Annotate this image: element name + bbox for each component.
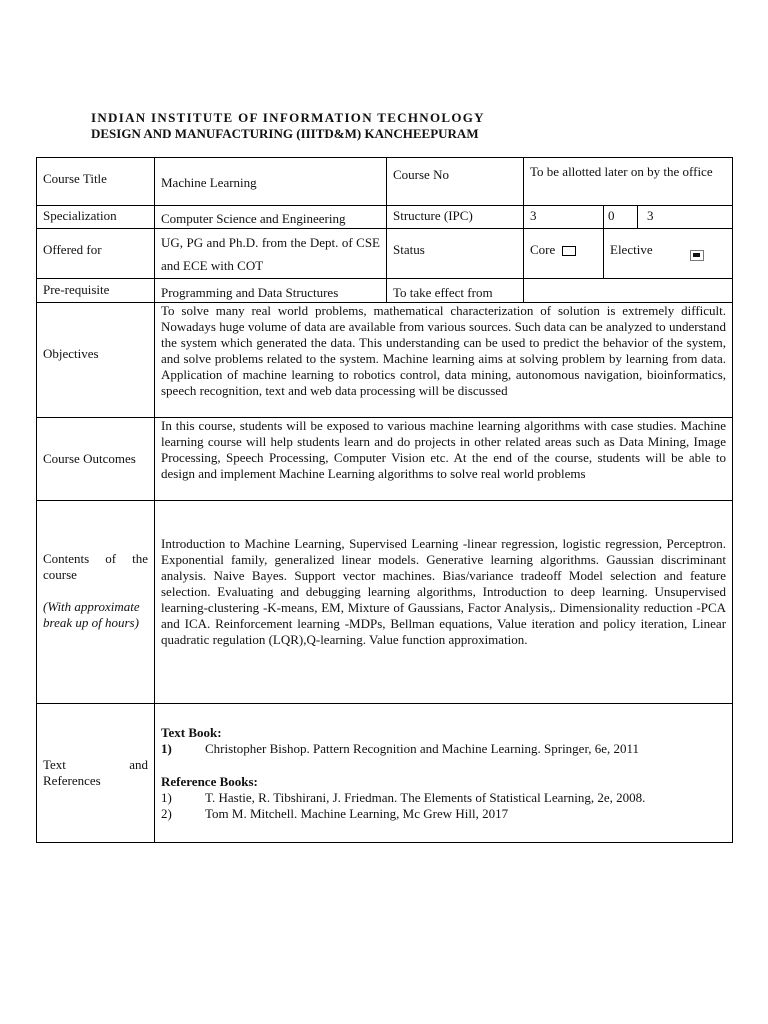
row-contents [37, 501, 733, 704]
row-offered-for [37, 229, 733, 279]
row-course-title [37, 158, 733, 206]
structure-i: 3 [524, 206, 604, 229]
reference-item-2 [161, 806, 726, 822]
refbooks-heading: Reference Books: [161, 774, 258, 789]
contents-note: (With approximate break up of hours) [43, 599, 140, 630]
elective-checkbox[interactable] [690, 250, 704, 261]
outcomes-value: In this course, students will be exposed to various machine learning algorithms with case studies. Machine learning course will help students learn and do projects in other related areas such as Data Mining, Image Processing, Speech Processing, Computer Vision etc. At the end of the course, students will be able to design and implement Machine Learning algorithms to solve real world problems [155, 418, 733, 501]
reference-item-2-num: 2) [161, 806, 172, 821]
course-no-label: Course No [387, 158, 524, 206]
contents-label-cell [37, 501, 155, 704]
course-title-label: Course Title [37, 158, 155, 206]
course-title-value: Machine Learning [155, 158, 387, 206]
offered-value: UG, PG and Ph.D. from the Dept. of CSE and ECE with COT [155, 229, 387, 279]
refs-cell [155, 704, 733, 843]
status-label: Status [387, 229, 524, 279]
reference-item-1-text: T. Hastie, R. Tibshirani, J. Friedman. The Elements of Statistical Learning, 2e, 2008. [205, 790, 646, 805]
structure-p: 0 [604, 206, 638, 229]
status-core [524, 229, 604, 279]
prereq-label: Pre-requisite [37, 279, 155, 303]
reference-item-1 [161, 790, 726, 806]
specialization-value: Computer Science and Engineering [155, 206, 387, 229]
specialization-label: Specialization [37, 206, 155, 229]
row-prerequisite [37, 279, 733, 303]
status-elective [604, 229, 733, 279]
row-specialization [37, 206, 733, 229]
objectives-value: To solve many real world problems, mathematical characterization of solution is extremely difficult. Nowadays huge volume of data are available from various sources. Such data can be analyzed to understand the system which generated the data. This understanding can be used to predict the behavior of the system, and solve problems related to the system. Machine learning aims at solving problem by learning from data. Application of machine learning to robotics control, data mining, autonomous navigation, bioinformatics, speech recognition, text and web data processing will be discussed [155, 303, 733, 418]
course-syllabus-table [36, 157, 733, 843]
structure-c: 3 [638, 206, 733, 229]
textbook-item-1 [161, 741, 726, 757]
outcomes-label: Course Outcomes [37, 418, 155, 501]
institute-name-line1: INDIAN INSTITUTE OF INFORMATION TECHNOLOGY [91, 110, 485, 125]
prereq-value: Programming and Data Structures [155, 279, 387, 303]
refs-label: Text and References [37, 704, 155, 843]
status-core-label: Core [530, 242, 556, 257]
contents-label: Contents of the course [43, 551, 148, 582]
structure-label: Structure (IPC) [387, 206, 524, 229]
reference-item-2-text: Tom M. Mitchell. Machine Learning, Mc Grew Hill, 2017 [205, 806, 509, 821]
effect-label: To take effect from [387, 279, 524, 303]
row-text-references [37, 704, 733, 843]
course-no-value: To be allotted later on by the office [524, 158, 733, 206]
textbook-item-1-num: 1) [161, 741, 172, 756]
textbook-item-1-text: Christopher Bishop. Pattern Recognition and Machine Learning. Springer, 6e, 2011 [205, 741, 640, 756]
offered-label: Offered for [37, 229, 155, 279]
row-objectives [37, 303, 733, 418]
institute-name-line2: DESIGN AND MANUFACTURING (IIITD&M) KANCHEEPURAM [91, 126, 479, 141]
effect-value [524, 279, 733, 303]
status-elective-label: Elective [610, 242, 653, 257]
core-checkbox[interactable] [562, 246, 576, 256]
textbook-heading: Text Book: [161, 725, 222, 740]
contents-value: Introduction to Machine Learning, Supervised Learning -linear regression, logistic regression, Perceptron. Exponential family, generalized linear models. Generative learning algorithms. Gaussian discriminant analysis. Naive Bayes. Support vector machines. Bias/variance tradeoff Model selection and feature selection. Evaluating and debugging learning algorithms, Introduction to deep learning. Unsupervised learning-clustering -K-means, EM, Mixture of Gaussians, Factor Analysis,. Dimensionality reduction -PCA and ICA. Reinforcement learning -MDPs, Bellman equations, Value iteration and policy iteration, Linear quadratic regulation (LQR),Q-learning. Value function approximation. [155, 501, 733, 704]
row-course-outcomes [37, 418, 733, 501]
objectives-label: Objectives [37, 303, 155, 418]
reference-item-1-num: 1) [161, 790, 172, 805]
